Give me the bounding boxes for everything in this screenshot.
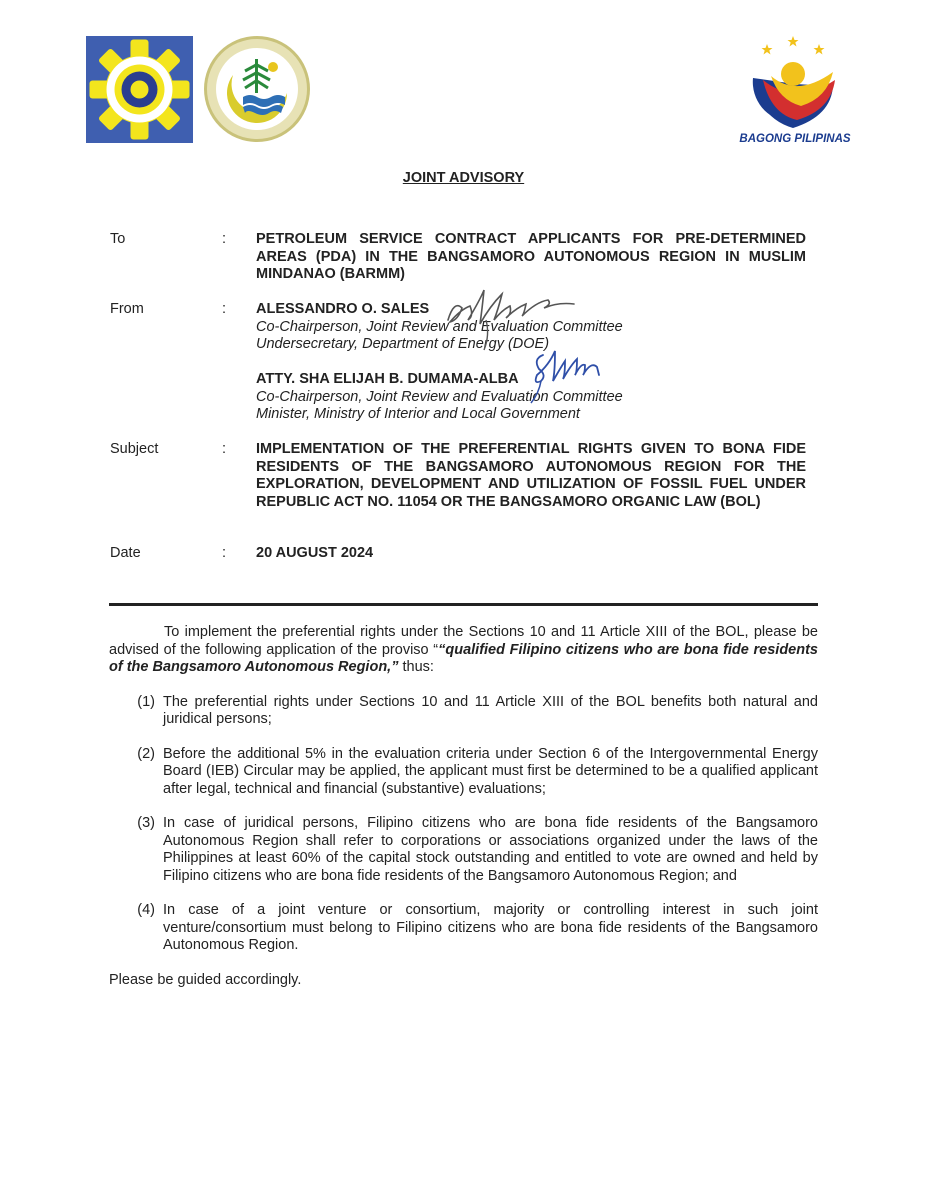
colon: : [222, 231, 227, 247]
item-text: In case of a joint venture or consortium, majority or controlling interest in such joint venture/consortium must belong to Filipino citizens who are bona fide residents of the Bangsamoro Autonomous Region. [163, 902, 818, 953]
list-item [109, 694, 818, 729]
list-item [109, 902, 818, 955]
item-number: (4) [137, 902, 155, 918]
signature-dumama-alba [525, 345, 605, 405]
item-text: The preferential rights under Sections 10 and 11 Article XIII of the BOL benefits both natural and juridical persons; [163, 693, 818, 727]
bagong-pilipinas-text: BAGONG PILIPINAS [739, 133, 851, 145]
ministry-environment-seal-logo [203, 35, 311, 143]
item-text: Before the additional 5% in the evaluation criteria under Section 6 of the Intergovernmental Energy Board (IEB) Circular may be applied, the applicant must first be determined to be a qualified applicant after legal, technical and financial (substantive) evaluations; [163, 745, 818, 797]
item-number: (3) [137, 815, 155, 831]
signatory-1-title: Co-Chairperson, Joint Review and Evaluation Committee [256, 318, 623, 335]
advisory-body [109, 624, 818, 989]
colon: : [222, 301, 227, 317]
subject-value: IMPLEMENTATION OF THE PREFERENTIAL RIGHTS GIVEN TO BONA FIDE RESIDENTS OF THE BANGSAMORO AUTONOMOUS REGION FOR THE EXPLORATION, DEVELOPMENT AND UTILIZATION OF FOSSIL FUEL UNDER REPUBLIC ACT NO. 11054 OR THE BANGSAMORO ORGANIC LAW (BOL) [256, 441, 806, 510]
signature-sales [440, 280, 580, 355]
doe-seal-logo [86, 36, 193, 143]
list-item [109, 746, 818, 799]
document-title [0, 170, 927, 186]
intro-text: To implement the preferential rights under the Sections 10 and 11 Article XIII of the BOL, please be advised of the following application of the proviso “ [109, 624, 818, 658]
bagong-pilipinas-logo [735, 36, 855, 146]
item-number: (2) [137, 745, 155, 762]
colon: : [222, 441, 227, 457]
to-label: To [110, 231, 126, 247]
intro-end: thus: [398, 659, 434, 675]
signatory-1-position: Undersecretary, Department of Energy (DOE) [256, 336, 550, 352]
signatory-2-title: Co-Chairperson, Joint Review and Evaluation Committee [256, 388, 623, 405]
item-text: In case of juridical persons, Filipino citizens who are bona fide residents of the Bangsamoro Autonomous Region shall refer to corporations or associations organized under the laws of the Philippines at least 60% of the capital stock outstanding and entitled to vote are owned and held by Filipino citizens who are bona fide residents of the Bangsamoro Autonomous Region; and [163, 815, 818, 884]
title-text: JOINT ADVISORY [402, 170, 525, 186]
colon: : [222, 545, 227, 561]
to-value: PETROLEUM SERVICE CONTRACT APPLICANTS FOR PRE-DETERMINED AREAS (PDA) IN THE BANGSAMORO AUTONOMOUS REGION IN MUSLIM MINDANAO (BARMM) [256, 231, 806, 282]
list-item [109, 815, 818, 885]
intro-quote: “qualified Filipino citizens who are bona fide residents of the Bangsamoro Autonomous Region,” [109, 641, 818, 675]
closing-line: Please be guided accordingly. [109, 971, 302, 988]
signatory-2-name: ATTY. SHA ELIJAH B. DUMAMA-ALBA [256, 371, 519, 387]
item-number: (1) [137, 693, 155, 710]
from-label: From [110, 301, 144, 317]
horizontal-rule [109, 603, 818, 606]
subject-label: Subject [110, 441, 159, 457]
intro-paragraph [109, 624, 818, 677]
date-value: 20 AUGUST 2024 [256, 545, 374, 561]
signatory-2-position: Minister, Ministry of Interior and Local Government [256, 406, 580, 422]
signatory-1-name: ALESSANDRO O. SALES [256, 301, 430, 317]
date-label: Date [110, 545, 141, 561]
